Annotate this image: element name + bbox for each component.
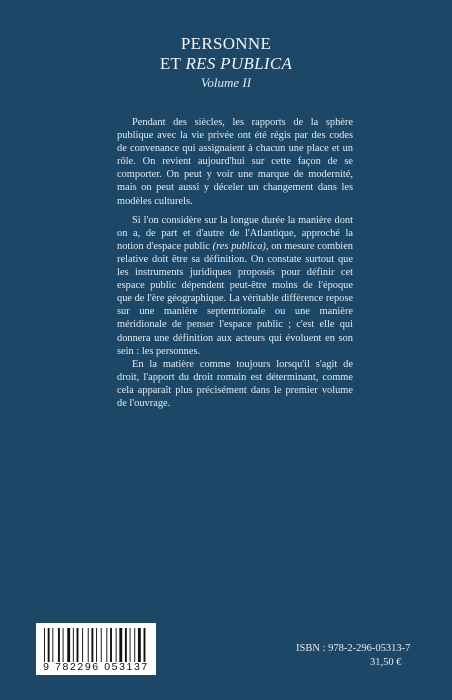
paragraph-1: Pendant des siècles, les rapports de la sphère publique avec la vie privée ont été régis par des codes de convenance qui assignaient à chacun une place et un rôle. On revient aujourd'hui sur cette façon de se comporter. On peut y voir une marque de modernité, mais on peut aussi y déceler un changement dans les modèles culturels. <box>117 117 353 207</box>
book-title-line-2 <box>0 54 452 74</box>
paragraph-2-end: on mesure combien relative doit être sa définition. On constate surtout que les instruments juridiques proposés pour définir cet espace public dépendent peut-être moins de l'époque que de l'ère géographique. La véritable différence repose sur une manière septentrionale ou une manière méridionale de penser l'espace public ; c'est elle qui donnera une définition aux acteurs qui évoluent en son sein : les personnes. <box>117 240 353 357</box>
title-res-publica: RES PUBLICA <box>185 54 293 73</box>
barcode-digits: 9 782296 053137 <box>43 661 149 673</box>
back-cover-text <box>117 116 353 416</box>
paragraph-3: En la matière comme toujours lorsqu'il s'agit de droit, l'apport du droit romain est déterminant, comme cela apparaît plus précisément dans le premier volume de l'ouvrage. <box>117 358 353 409</box>
paragraph-2-start: Si l'on considère sur la longue durée la manière dont on a, de part et d'autre de l'Atlantique, approché la notion d'espace public <box>117 214 353 252</box>
title-block <box>0 34 452 91</box>
volume-label: Volume II <box>200 75 252 90</box>
res-publica-italic: (res publica), <box>212 240 269 252</box>
barcode <box>36 623 156 675</box>
price: 31,50 € <box>370 657 402 668</box>
isbn-number: ISBN : 978-2-296-05313-7 <box>296 643 411 654</box>
book-title-line-1: PERSONNE <box>180 34 272 53</box>
title-et: ET <box>159 54 186 73</box>
barcode-bars <box>42 628 150 662</box>
paragraph-2 <box>117 214 353 358</box>
